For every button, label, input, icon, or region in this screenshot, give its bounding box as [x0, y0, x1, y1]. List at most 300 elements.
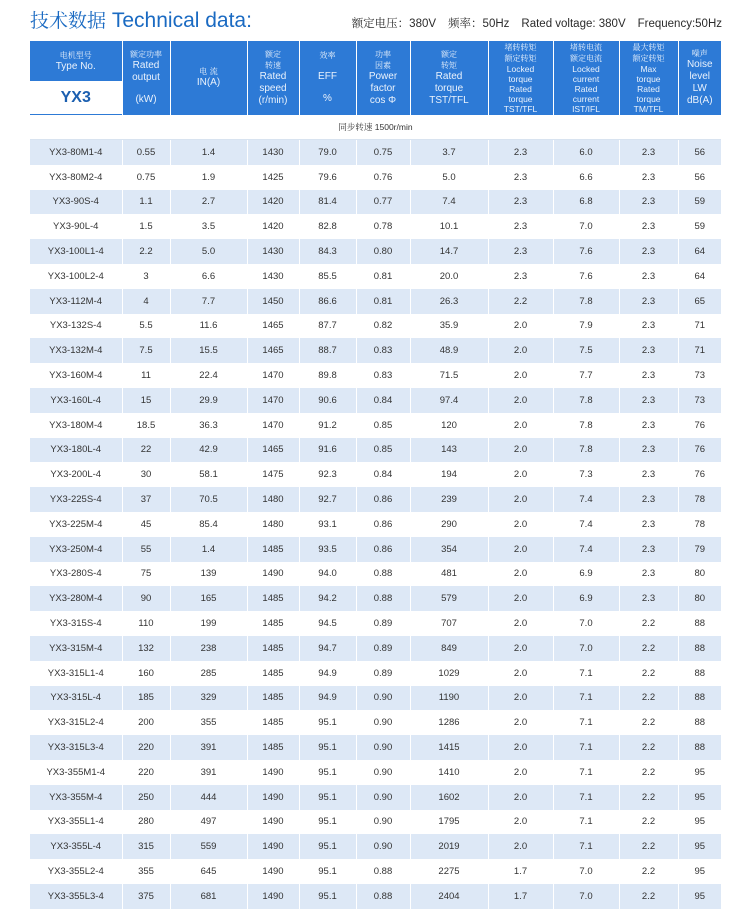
cell-speed: 1480 [247, 487, 299, 512]
cell-speed: 1470 [247, 388, 299, 413]
cell-rated-torque: 1415 [410, 735, 488, 760]
cell-current: 29.9 [170, 388, 247, 413]
cell-current: 11.6 [170, 314, 247, 339]
cell-locked-current-ratio: 7.8 [553, 388, 619, 413]
cell-current: 391 [170, 760, 247, 785]
cell-rated-torque: 1410 [410, 760, 488, 785]
table-row [30, 537, 721, 562]
table-row [30, 834, 721, 859]
cell-locked-current-ratio: 7.8 [553, 289, 619, 314]
cell-model: YX3-315L-4 [30, 686, 122, 711]
cell-eff: 92.7 [299, 487, 356, 512]
cell-model: YX3-132M-4 [30, 338, 122, 363]
cell-speed: 1490 [247, 859, 299, 884]
table-row [30, 785, 721, 810]
cell-rated-torque: 2275 [410, 859, 488, 884]
cell-rated-torque: 35.9 [410, 314, 488, 339]
cell-rated-torque: 2404 [410, 884, 488, 909]
cell-max-torque-ratio: 2.2 [619, 859, 678, 884]
cell-locked-current-ratio: 7.9 [553, 314, 619, 339]
cell-eff: 93.5 [299, 537, 356, 562]
cell-rated-torque: 1029 [410, 661, 488, 686]
cell-locked-torque-ratio: 1.7 [488, 859, 553, 884]
cell-power-factor: 0.90 [356, 834, 410, 859]
cell-eff: 92.3 [299, 462, 356, 487]
cell-locked-torque-ratio: 2.3 [488, 140, 553, 165]
cell-speed: 1420 [247, 214, 299, 239]
cell-rated-torque: 579 [410, 586, 488, 611]
cell-model: YX3-132S-4 [30, 314, 122, 339]
cell-locked-current-ratio: 7.8 [553, 413, 619, 438]
cell-model: YX3-315L1-4 [30, 661, 122, 686]
cell-model: YX3-225S-4 [30, 487, 122, 512]
cell-max-torque-ratio: 2.2 [619, 686, 678, 711]
cell-locked-current-ratio: 7.1 [553, 760, 619, 785]
cell-noise: 79 [678, 537, 721, 562]
cell-output: 11 [122, 363, 170, 388]
cell-max-torque-ratio: 2.2 [619, 710, 678, 735]
cell-power-factor: 0.80 [356, 239, 410, 264]
cell-power-factor: 0.85 [356, 438, 410, 463]
cell-max-torque-ratio: 2.3 [619, 289, 678, 314]
cell-output: 75 [122, 562, 170, 587]
table-row [30, 512, 721, 537]
cell-locked-current-ratio: 6.9 [553, 586, 619, 611]
cell-model: YX3-315L2-4 [30, 710, 122, 735]
table-row [30, 388, 721, 413]
cell-max-torque-ratio: 2.3 [619, 214, 678, 239]
cell-rated-torque: 97.4 [410, 388, 488, 413]
table-row [30, 810, 721, 835]
cell-current: 3.5 [170, 214, 247, 239]
cell-current: 444 [170, 785, 247, 810]
cell-locked-torque-ratio: 2.3 [488, 165, 553, 190]
cell-locked-current-ratio: 7.1 [553, 810, 619, 835]
page-header [0, 0, 750, 40]
cell-rated-torque: 48.9 [410, 338, 488, 363]
cell-locked-current-ratio: 7.0 [553, 214, 619, 239]
table-row [30, 462, 721, 487]
cell-noise: 64 [678, 239, 721, 264]
cell-noise: 80 [678, 562, 721, 587]
cell-power-factor: 0.86 [356, 487, 410, 512]
cell-output: 4 [122, 289, 170, 314]
cell-model: YX3-160L-4 [30, 388, 122, 413]
cell-current: 36.3 [170, 413, 247, 438]
cell-current: 85.4 [170, 512, 247, 537]
cell-locked-torque-ratio: 2.0 [488, 586, 553, 611]
cell-rated-torque: 10.1 [410, 214, 488, 239]
cell-power-factor: 0.76 [356, 165, 410, 190]
cell-eff: 95.1 [299, 834, 356, 859]
table-row [30, 562, 721, 587]
cell-max-torque-ratio: 2.3 [619, 462, 678, 487]
table-header [30, 41, 721, 115]
cell-rated-torque: 26.3 [410, 289, 488, 314]
cell-output: 3 [122, 264, 170, 289]
cell-current: 199 [170, 611, 247, 636]
cell-max-torque-ratio: 2.3 [619, 512, 678, 537]
cell-model: YX3-355M1-4 [30, 760, 122, 785]
cell-speed: 1485 [247, 537, 299, 562]
cell-locked-torque-ratio: 2.0 [488, 735, 553, 760]
cell-locked-current-ratio: 7.4 [553, 537, 619, 562]
cell-noise: 56 [678, 165, 721, 190]
cell-noise: 88 [678, 710, 721, 735]
cell-max-torque-ratio: 2.3 [619, 363, 678, 388]
cell-model: YX3-315M-4 [30, 636, 122, 661]
cell-power-factor: 0.86 [356, 537, 410, 562]
cell-speed: 1485 [247, 611, 299, 636]
cell-eff: 79.6 [299, 165, 356, 190]
cell-rated-torque: 120 [410, 413, 488, 438]
cell-speed: 1480 [247, 512, 299, 537]
cell-speed: 1420 [247, 190, 299, 215]
cell-locked-torque-ratio: 2.0 [488, 611, 553, 636]
cell-model: YX3-355L2-4 [30, 859, 122, 884]
cell-locked-current-ratio: 7.0 [553, 884, 619, 909]
cell-locked-current-ratio: 6.0 [553, 140, 619, 165]
cell-max-torque-ratio: 2.3 [619, 165, 678, 190]
cell-locked-torque-ratio: 2.0 [488, 338, 553, 363]
spec-freq-cn: 频率：50Hz [448, 18, 510, 30]
cell-locked-torque-ratio: 2.0 [488, 487, 553, 512]
cell-rated-torque: 1602 [410, 785, 488, 810]
cell-output: 220 [122, 735, 170, 760]
cell-max-torque-ratio: 2.2 [619, 760, 678, 785]
cell-power-factor: 0.85 [356, 413, 410, 438]
table-row [30, 636, 721, 661]
cell-locked-current-ratio: 6.6 [553, 165, 619, 190]
cell-model: YX3-90S-4 [30, 190, 122, 215]
col-speed: 额定 转速 Rated speed (r/min) [247, 41, 299, 115]
cell-rated-torque: 194 [410, 462, 488, 487]
cell-noise: 88 [678, 735, 721, 760]
cell-rated-torque: 14.7 [410, 239, 488, 264]
cell-locked-torque-ratio: 2.0 [488, 661, 553, 686]
cell-noise: 76 [678, 413, 721, 438]
cell-output: 315 [122, 834, 170, 859]
cell-max-torque-ratio: 2.3 [619, 562, 678, 587]
table-row [30, 413, 721, 438]
cell-output: 355 [122, 859, 170, 884]
tech-data-table [30, 41, 721, 909]
spec-line [340, 15, 722, 31]
cell-output: 18.5 [122, 413, 170, 438]
cell-speed: 1485 [247, 661, 299, 686]
tech-data-table-wrapper [30, 41, 721, 909]
cell-model: YX3-315S-4 [30, 611, 122, 636]
cell-eff: 94.9 [299, 686, 356, 711]
cell-current: 15.5 [170, 338, 247, 363]
cell-locked-current-ratio: 7.0 [553, 859, 619, 884]
col-model-label: 电机型号 Type No. [30, 41, 122, 81]
cell-current: 6.6 [170, 264, 247, 289]
cell-power-factor: 0.89 [356, 611, 410, 636]
cell-max-torque-ratio: 2.3 [619, 413, 678, 438]
cell-locked-torque-ratio: 2.0 [488, 636, 553, 661]
cell-output: 90 [122, 586, 170, 611]
cell-noise: 78 [678, 487, 721, 512]
cell-locked-torque-ratio: 2.3 [488, 239, 553, 264]
cell-speed: 1490 [247, 760, 299, 785]
cell-model: YX3-225M-4 [30, 512, 122, 537]
cell-current: 329 [170, 686, 247, 711]
cell-eff: 91.2 [299, 413, 356, 438]
cell-eff: 95.1 [299, 735, 356, 760]
cell-speed: 1450 [247, 289, 299, 314]
cell-eff: 94.0 [299, 562, 356, 587]
cell-model: YX3-280S-4 [30, 562, 122, 587]
cell-max-torque-ratio: 2.2 [619, 884, 678, 909]
cell-eff: 95.1 [299, 859, 356, 884]
cell-max-torque-ratio: 2.3 [619, 239, 678, 264]
cell-rated-torque: 1286 [410, 710, 488, 735]
cell-power-factor: 0.83 [356, 363, 410, 388]
col-noise: 噪声 Noise level LW dB(A) [678, 41, 721, 115]
cell-eff: 90.6 [299, 388, 356, 413]
cell-max-torque-ratio: 2.2 [619, 785, 678, 810]
cell-power-factor: 0.88 [356, 884, 410, 909]
cell-eff: 82.8 [299, 214, 356, 239]
cell-locked-current-ratio: 7.1 [553, 834, 619, 859]
cell-power-factor: 0.90 [356, 710, 410, 735]
cell-speed: 1490 [247, 834, 299, 859]
cell-rated-torque: 143 [410, 438, 488, 463]
table-row [30, 760, 721, 785]
table-row [30, 487, 721, 512]
cell-current: 645 [170, 859, 247, 884]
cell-power-factor: 0.90 [356, 735, 410, 760]
cell-current: 1.9 [170, 165, 247, 190]
cell-model: YX3-250M-4 [30, 537, 122, 562]
cell-max-torque-ratio: 2.2 [619, 834, 678, 859]
cell-output: 7.5 [122, 338, 170, 363]
cell-current: 58.1 [170, 462, 247, 487]
cell-locked-torque-ratio: 2.0 [488, 388, 553, 413]
cell-max-torque-ratio: 2.3 [619, 586, 678, 611]
cell-speed: 1430 [247, 140, 299, 165]
table-row [30, 710, 721, 735]
cell-rated-torque: 481 [410, 562, 488, 587]
cell-current: 559 [170, 834, 247, 859]
cell-power-factor: 0.88 [356, 586, 410, 611]
cell-noise: 73 [678, 388, 721, 413]
series-label: YX3 [30, 81, 122, 115]
cell-eff: 94.2 [299, 586, 356, 611]
cell-model: YX3-112M-4 [30, 289, 122, 314]
cell-eff: 87.7 [299, 314, 356, 339]
cell-locked-current-ratio: 7.0 [553, 611, 619, 636]
col-max-torque-ratio: 最大转矩 额定转矩 Max torque Rated torque TM/TFL [619, 41, 678, 115]
cell-locked-torque-ratio: 1.7 [488, 884, 553, 909]
cell-noise: 71 [678, 314, 721, 339]
cell-eff: 93.1 [299, 512, 356, 537]
cell-rated-torque: 7.4 [410, 190, 488, 215]
cell-model: YX3-355M-4 [30, 785, 122, 810]
sync-speed-row [30, 115, 721, 140]
cell-current: 1.4 [170, 537, 247, 562]
cell-locked-torque-ratio: 2.0 [488, 314, 553, 339]
cell-output: 30 [122, 462, 170, 487]
col-rated-torque: 额定 转矩 Rated torque TST/TFL [410, 41, 488, 115]
cell-rated-torque: 849 [410, 636, 488, 661]
cell-speed: 1430 [247, 264, 299, 289]
cell-locked-current-ratio: 7.1 [553, 710, 619, 735]
col-locked-current-ratio: 堵转电流 额定电流 Locked current Rated current IST/IFL [553, 41, 619, 115]
cell-rated-torque: 1190 [410, 686, 488, 711]
cell-current: 285 [170, 661, 247, 686]
cell-rated-torque: 5.0 [410, 165, 488, 190]
cell-model: YX3-355L-4 [30, 834, 122, 859]
cell-speed: 1490 [247, 884, 299, 909]
cell-eff: 95.1 [299, 810, 356, 835]
cell-noise: 64 [678, 264, 721, 289]
cell-current: 391 [170, 735, 247, 760]
cell-eff: 91.6 [299, 438, 356, 463]
cell-current: 5.0 [170, 239, 247, 264]
table-row [30, 661, 721, 686]
cell-locked-current-ratio: 7.4 [553, 487, 619, 512]
cell-noise: 95 [678, 884, 721, 909]
cell-eff: 94.5 [299, 611, 356, 636]
cell-noise: 88 [678, 611, 721, 636]
cell-output: 45 [122, 512, 170, 537]
cell-speed: 1465 [247, 338, 299, 363]
cell-output: 160 [122, 661, 170, 686]
title-cn: 技术数据 [30, 10, 107, 32]
cell-max-torque-ratio: 2.3 [619, 314, 678, 339]
cell-locked-torque-ratio: 2.2 [488, 289, 553, 314]
cell-output: 15 [122, 388, 170, 413]
cell-power-factor: 0.77 [356, 190, 410, 215]
cell-power-factor: 0.84 [356, 388, 410, 413]
cell-speed: 1485 [247, 735, 299, 760]
cell-noise: 76 [678, 462, 721, 487]
cell-rated-torque: 239 [410, 487, 488, 512]
cell-output: 0.55 [122, 140, 170, 165]
cell-speed: 1485 [247, 636, 299, 661]
table-row [30, 239, 721, 264]
cell-power-factor: 0.78 [356, 214, 410, 239]
cell-speed: 1490 [247, 562, 299, 587]
cell-model: YX3-180M-4 [30, 413, 122, 438]
table-row [30, 363, 721, 388]
cell-model: YX3-160M-4 [30, 363, 122, 388]
table-row [30, 289, 721, 314]
cell-locked-torque-ratio: 2.0 [488, 810, 553, 835]
col-output: 额定功率 Rated output (kW) [122, 41, 170, 115]
cell-locked-torque-ratio: 2.3 [488, 214, 553, 239]
cell-current: 7.7 [170, 289, 247, 314]
cell-current: 238 [170, 636, 247, 661]
cell-locked-current-ratio: 6.9 [553, 562, 619, 587]
cell-locked-current-ratio: 7.3 [553, 462, 619, 487]
table-row [30, 165, 721, 190]
cell-current: 70.5 [170, 487, 247, 512]
title-en: Technical data: [111, 9, 252, 32]
cell-speed: 1465 [247, 438, 299, 463]
cell-speed: 1490 [247, 785, 299, 810]
cell-speed: 1430 [247, 239, 299, 264]
col-eff: 效率 EFF % [299, 41, 356, 115]
cell-locked-current-ratio: 7.1 [553, 785, 619, 810]
cell-max-torque-ratio: 2.3 [619, 388, 678, 413]
cell-eff: 95.1 [299, 785, 356, 810]
cell-noise: 95 [678, 859, 721, 884]
cell-locked-current-ratio: 7.6 [553, 264, 619, 289]
cell-output: 280 [122, 810, 170, 835]
cell-model: YX3-80M1-4 [30, 140, 122, 165]
cell-locked-current-ratio: 7.5 [553, 338, 619, 363]
cell-power-factor: 0.75 [356, 140, 410, 165]
col-locked-torque-ratio: 堵转转矩 额定转矩 Locked torque Rated torque TST/TFL [488, 41, 553, 115]
cell-model: YX3-90L-4 [30, 214, 122, 239]
cell-locked-torque-ratio: 2.0 [488, 686, 553, 711]
cell-speed: 1470 [247, 363, 299, 388]
cell-output: 22 [122, 438, 170, 463]
cell-model: YX3-100L2-4 [30, 264, 122, 289]
cell-locked-torque-ratio: 2.0 [488, 834, 553, 859]
cell-eff: 85.5 [299, 264, 356, 289]
cell-noise: 95 [678, 785, 721, 810]
cell-eff: 95.1 [299, 884, 356, 909]
cell-locked-torque-ratio: 2.0 [488, 363, 553, 388]
cell-eff: 94.9 [299, 661, 356, 686]
cell-output: 5.5 [122, 314, 170, 339]
cell-noise: 65 [678, 289, 721, 314]
cell-power-factor: 0.90 [356, 686, 410, 711]
cell-eff: 95.1 [299, 760, 356, 785]
cell-max-torque-ratio: 2.3 [619, 487, 678, 512]
cell-current: 497 [170, 810, 247, 835]
cell-max-torque-ratio: 2.3 [619, 190, 678, 215]
cell-output: 2.2 [122, 239, 170, 264]
cell-noise: 76 [678, 438, 721, 463]
table-row [30, 314, 721, 339]
cell-locked-torque-ratio: 2.0 [488, 462, 553, 487]
cell-eff: 88.7 [299, 338, 356, 363]
cell-power-factor: 0.90 [356, 810, 410, 835]
cell-current: 355 [170, 710, 247, 735]
cell-locked-current-ratio: 7.4 [553, 512, 619, 537]
cell-eff: 79.0 [299, 140, 356, 165]
table-row [30, 586, 721, 611]
cell-output: 185 [122, 686, 170, 711]
cell-model: YX3-100L1-4 [30, 239, 122, 264]
cell-noise: 73 [678, 363, 721, 388]
table-row [30, 611, 721, 636]
cell-max-torque-ratio: 2.3 [619, 438, 678, 463]
cell-max-torque-ratio: 2.2 [619, 810, 678, 835]
table-row [30, 264, 721, 289]
cell-locked-torque-ratio: 2.0 [488, 413, 553, 438]
cell-noise: 59 [678, 190, 721, 215]
cell-max-torque-ratio: 2.2 [619, 636, 678, 661]
cell-locked-torque-ratio: 2.3 [488, 264, 553, 289]
cell-rated-torque: 3.7 [410, 140, 488, 165]
cell-noise: 95 [678, 760, 721, 785]
cell-noise: 88 [678, 661, 721, 686]
cell-model: YX3-355L1-4 [30, 810, 122, 835]
cell-rated-torque: 290 [410, 512, 488, 537]
col-power-factor: 功率 因素 Power factor cos Φ [356, 41, 410, 115]
cell-power-factor: 0.89 [356, 636, 410, 661]
cell-locked-current-ratio: 7.8 [553, 438, 619, 463]
cell-noise: 88 [678, 636, 721, 661]
cell-output: 37 [122, 487, 170, 512]
cell-current: 22.4 [170, 363, 247, 388]
